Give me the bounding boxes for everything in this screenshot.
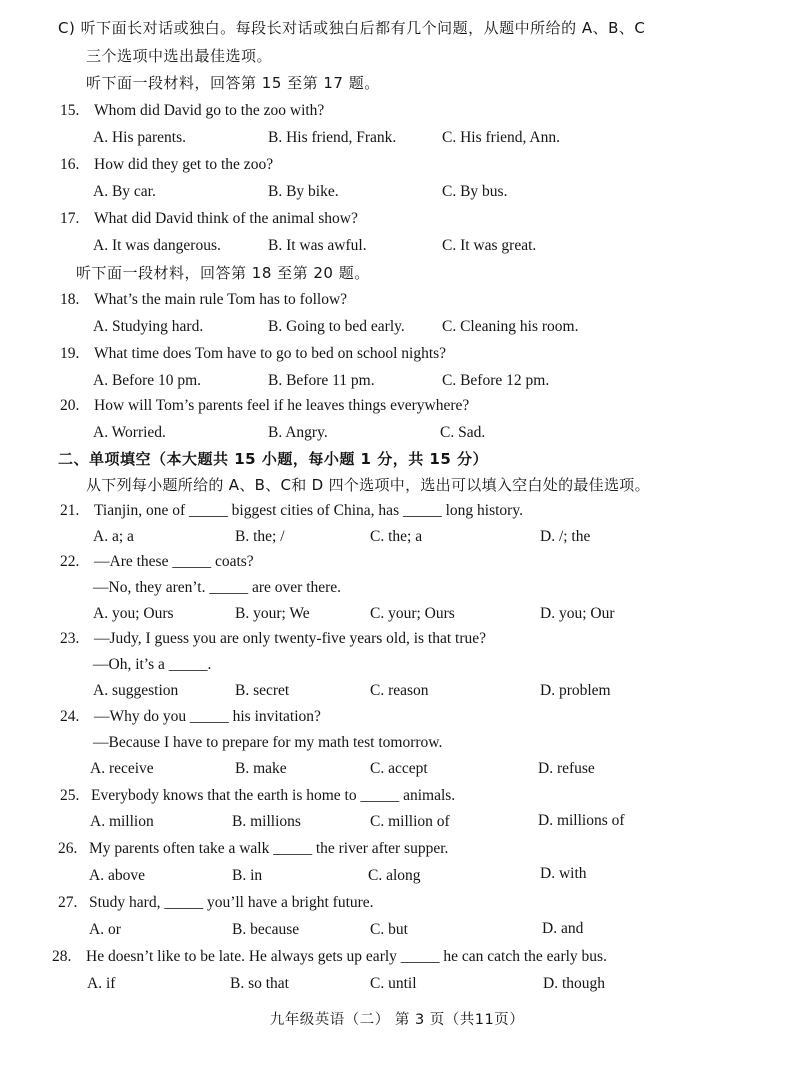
option-23-a: A. suggestion — [93, 682, 179, 699]
question-number: 27. — [58, 894, 78, 911]
option-28-b: B. so that — [230, 975, 289, 992]
option-27-a: A. or — [89, 921, 121, 938]
question-number: 26. — [58, 840, 78, 857]
question-text: Tianjin, one of _____ biggest cities of China, has _____ long history. — [94, 502, 523, 519]
question-number: 22. — [60, 553, 80, 570]
section-2-title: 二、单项填空（本大题共 15 小题，每小题 1 分，共 15 分） — [58, 450, 489, 468]
option-18-c: C. Cleaning his room. — [442, 318, 579, 335]
question-number: 18. — [60, 291, 80, 308]
question-15 — [60, 101, 324, 121]
question-23 — [60, 629, 486, 649]
option-17-a: A. It was dangerous. — [93, 237, 221, 254]
material-instruction-2: 听下面一段材料，回答第 18 至第 20 题。 — [76, 264, 370, 282]
question-number: 20. — [60, 397, 80, 414]
option-20-c: C. Sad. — [440, 424, 486, 441]
question-number: 21. — [60, 502, 80, 519]
question-21 — [60, 501, 523, 521]
option-21-a: A. a; a — [93, 528, 134, 545]
question-text: How did they get to the zoo? — [94, 156, 274, 173]
option-20-b: B. Angry. — [268, 424, 328, 441]
question-18 — [60, 290, 347, 310]
option-22-a: A. you; Ours — [93, 605, 174, 622]
option-25-d: D. millions of — [538, 812, 625, 829]
option-21-c: C. the; a — [370, 528, 423, 545]
option-26-d: D. with — [540, 865, 587, 882]
option-19-a: A. Before 10 pm. — [93, 372, 202, 389]
option-28-a: A. if — [87, 975, 116, 992]
question-number: 25. — [60, 787, 80, 804]
option-17-b: B. It was awful. — [268, 237, 367, 254]
option-17-c: C. It was great. — [442, 237, 537, 254]
section-c-heading-line1: C) 听下面长对话或独白。每段长对话或独白后都有几个问题，从题中所给的 A、B、C — [58, 19, 646, 37]
option-24-c: C. accept — [370, 760, 428, 777]
option-24-a: A. receive — [90, 760, 154, 777]
question-19 — [60, 344, 446, 364]
question-number: 23. — [60, 630, 80, 647]
option-24-b: B. make — [235, 760, 287, 777]
option-21-b: B. the; / — [235, 528, 285, 545]
question-23-line2: —Oh, it’s a _____. — [93, 656, 212, 673]
question-24-line2: —Because I have to prepare for my math test tomorrow. — [93, 734, 443, 751]
question-text: —Why do you _____ his invitation? — [94, 708, 321, 725]
option-25-a: A. million — [90, 813, 154, 830]
question-text: How will Tom’s parents feel if he leaves things everywhere? — [94, 397, 470, 414]
question-text: —Are these _____ coats? — [94, 553, 254, 570]
option-16-b: B. By bike. — [268, 183, 339, 200]
option-27-d: D. and — [542, 920, 584, 937]
page-footer: 九年级英语（二） 第 3 页（共11页） — [269, 1012, 525, 1028]
question-text: He doesn’t like to be late. He always gets up early _____ he can catch the early bus. — [86, 948, 607, 965]
option-25-c: C. million of — [370, 813, 450, 830]
option-19-c: C. Before 12 pm. — [442, 372, 550, 389]
option-18-b: B. Going to bed early. — [268, 318, 405, 335]
option-22-d: D. you; Our — [540, 605, 615, 622]
question-number: 16. — [60, 156, 80, 173]
question-22-line2: —No, they aren’t. _____ are over there. — [93, 579, 342, 596]
option-23-d: D. problem — [540, 682, 611, 699]
question-text: Whom did David go to the zoo with? — [94, 102, 325, 119]
question-16 — [60, 155, 273, 175]
question-number: 28. — [52, 948, 72, 965]
option-16-a: A. By car. — [93, 183, 156, 200]
question-26 — [58, 839, 448, 859]
option-24-d: D. refuse — [538, 760, 595, 777]
question-22 — [60, 552, 254, 572]
question-24 — [60, 707, 321, 727]
option-28-d: D. though — [543, 975, 605, 992]
question-number: 19. — [60, 345, 80, 362]
question-text: My parents often take a walk _____ the river after supper. — [89, 840, 449, 857]
option-26-b: B. in — [232, 867, 263, 884]
question-text: What’s the main rule Tom has to follow? — [94, 291, 348, 308]
option-28-c: C. until — [370, 975, 417, 992]
option-27-b: B. because — [232, 921, 300, 938]
option-15-a: A. His parents. — [93, 129, 186, 146]
option-22-c: C. your; Ours — [370, 605, 455, 622]
option-26-c: C. along — [368, 867, 421, 884]
material-instruction-1: 听下面一段材料，回答第 15 至第 17 题。 — [86, 74, 380, 92]
option-27-c: C. but — [370, 921, 408, 938]
option-22-b: B. your; We — [235, 605, 310, 622]
question-number: 24. — [60, 708, 80, 725]
question-number: 17. — [60, 210, 80, 227]
option-25-b: B. millions — [232, 813, 301, 830]
question-text: —Judy, I guess you are only twenty-five years old, is that true? — [94, 630, 486, 647]
question-text: What did David think of the animal show? — [94, 210, 358, 227]
option-21-d: D. /; the — [540, 528, 591, 545]
option-26-a: A. above — [89, 867, 145, 884]
option-23-c: C. reason — [370, 682, 429, 699]
question-20 — [60, 396, 469, 416]
option-23-b: B. secret — [235, 682, 290, 699]
section-c-heading-line2: 三个选项中选出最佳选项。 — [86, 47, 273, 65]
option-19-b: B. Before 11 pm. — [268, 372, 375, 389]
question-number: 15. — [60, 102, 80, 119]
section-2-instruction: 从下列每小题所给的 A、B、C和 D 四个选项中，选出可以填入空白处的最佳选项。 — [86, 476, 650, 494]
option-16-c: C. By bus. — [442, 183, 508, 200]
question-27 — [58, 893, 374, 913]
question-text: Everybody knows that the earth is home to _____ animals. — [91, 787, 456, 804]
question-17 — [60, 209, 358, 229]
question-text: Study hard, _____ you’ll have a bright future. — [89, 894, 374, 911]
option-18-a: A. Studying hard. — [93, 318, 204, 335]
option-15-c: C. His friend, Ann. — [442, 129, 560, 146]
option-15-b: B. His friend, Frank. — [268, 129, 397, 146]
question-25 — [60, 786, 455, 806]
question-28 — [52, 947, 607, 967]
option-20-a: A. Worried. — [93, 424, 166, 441]
question-text: What time does Tom have to go to bed on school nights? — [94, 345, 447, 362]
